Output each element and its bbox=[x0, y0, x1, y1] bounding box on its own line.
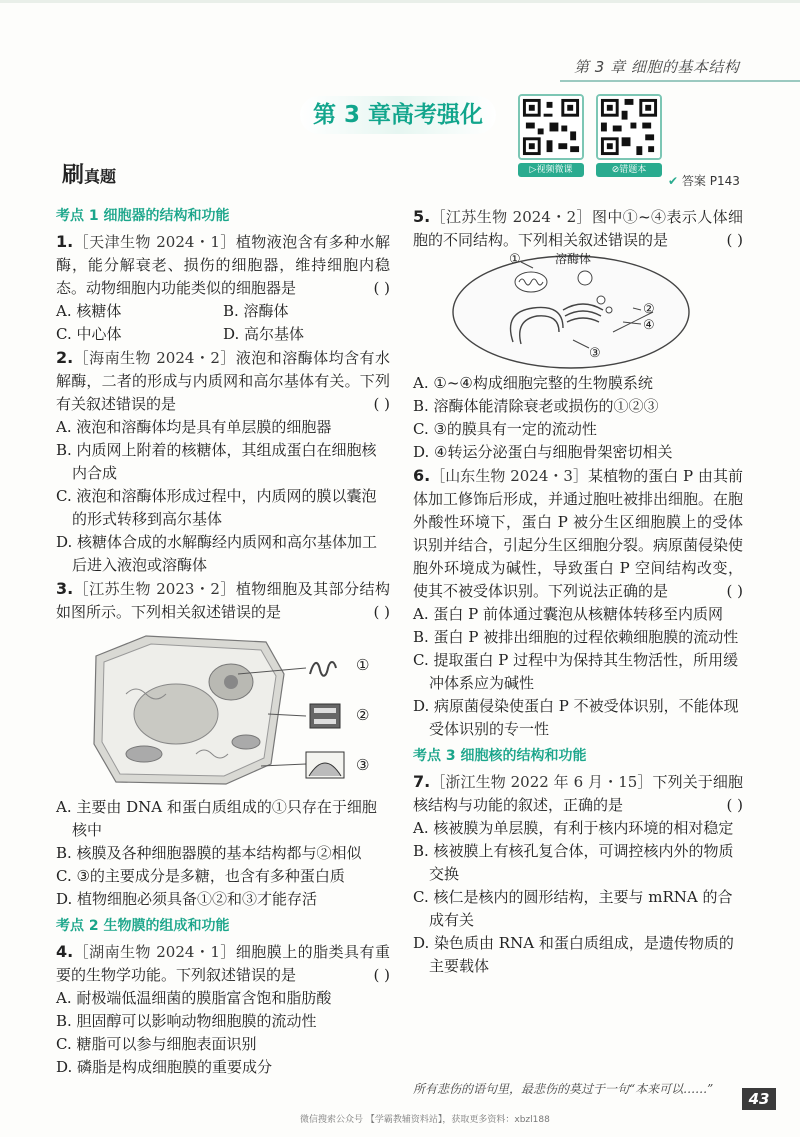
figure-label-lysosome: 溶酶体 bbox=[555, 252, 592, 266]
figure-label-3: ③ bbox=[356, 756, 370, 774]
qr-video-caption: ▷视频微课 bbox=[518, 163, 584, 177]
question-source: ［江苏生物 2024・2］ bbox=[430, 208, 592, 226]
question-stem: 图中①~④表示人体细胞的不同结构。下列相关叙述错误的是 bbox=[413, 208, 743, 249]
figure-label-2: ② bbox=[643, 302, 655, 317]
question-source: ［湖南生物 2024・1］ bbox=[73, 943, 236, 961]
qr-video-block[interactable] bbox=[518, 94, 584, 177]
option-d[interactable]: D. 植物细胞必须具备①②和③才能存活 bbox=[56, 890, 318, 908]
figure-label-1: ① bbox=[509, 252, 521, 267]
option-b[interactable]: B. 溶酶体 bbox=[223, 302, 289, 320]
option-d[interactable]: D. ④转运分泌蛋白与细胞骨架密切相关 bbox=[413, 443, 673, 461]
option-a[interactable]: A. ①~④构成细胞完整的生物膜系统 bbox=[413, 374, 653, 392]
option-b[interactable]: B. 核膜及各种细胞器膜的基本结构都与②相似 bbox=[56, 844, 362, 862]
chapter-title: 第 3 章高考强化 bbox=[300, 96, 496, 134]
right-column bbox=[413, 205, 743, 978]
option-b[interactable]: B. 核被膜上有核孔复合体，可调控核内外的物质交换 bbox=[413, 842, 734, 883]
running-header: 第 3 章 细胞的基本结构 bbox=[574, 58, 740, 76]
option-d[interactable]: D. 磷脂是构成细胞膜的重要成分 bbox=[56, 1058, 273, 1076]
option-d[interactable]: D. 病原菌侵染使蛋白 P 不被受体识别，不能体现受体识别的专一性 bbox=[413, 697, 739, 738]
option-a[interactable]: A. 耐极端低温细菌的膜脂富含饱和脂肪酸 bbox=[56, 989, 332, 1007]
option-d[interactable]: D. 核糖体合成的水解酶经内质网和高尔基体加工后进入液泡或溶酶体 bbox=[56, 533, 378, 574]
option-c[interactable]: C. ③的主要成分是多糖，也含有多种蛋白质 bbox=[56, 867, 345, 885]
question-3 bbox=[56, 577, 390, 911]
question-1 bbox=[56, 230, 390, 346]
page-number: 43 bbox=[742, 1088, 776, 1110]
question-4 bbox=[56, 940, 390, 1079]
question-stem: 植物液泡含有多种水解酶，能分解衰老、损伤的细胞器，维持细胞内稳态。动物细胞内功能类似的细胞器是 bbox=[56, 233, 390, 297]
option-c[interactable]: C. 中心体 bbox=[56, 325, 122, 343]
option-b[interactable]: B. 蛋白 P 被排出细胞的过程依赖细胞膜的流动性 bbox=[413, 628, 739, 646]
qr-mistakes-caption: ⊘错题本 bbox=[596, 163, 662, 177]
option-d[interactable]: D. 染色质由 RNA 和蛋白质组成，是遗传物质的主要载体 bbox=[413, 934, 734, 975]
knowledge-point-3: 考点 3 细胞核的结构和功能 bbox=[413, 748, 587, 764]
footer-quote: 所有悲伤的语句里，最悲伤的莫过于一句“本来可以……” bbox=[413, 1082, 714, 1096]
option-a[interactable]: A. 核糖体 bbox=[56, 302, 122, 320]
option-a[interactable]: A. 主要由 DNA 和蛋白质组成的①只存在于细胞核中 bbox=[56, 798, 377, 839]
knowledge-point-1: 考点 1 细胞器的结构和功能 bbox=[56, 208, 230, 224]
question-source: ［天津生物 2024・1］ bbox=[73, 233, 236, 251]
answer-reference-text: 答案 P143 bbox=[681, 174, 740, 188]
top-strip bbox=[0, 0, 800, 3]
question-stem: 下列关于细胞核结构与功能的叙述，正确的是 bbox=[413, 773, 743, 814]
answer-paren: ( ) bbox=[726, 231, 743, 249]
plant-cell-illustration bbox=[56, 624, 390, 796]
question-5 bbox=[413, 205, 743, 464]
answer-paren: ( ) bbox=[726, 582, 743, 600]
option-c[interactable]: C. 糖脂可以参与细胞表面识别 bbox=[56, 1035, 257, 1053]
options-row bbox=[56, 300, 390, 323]
question-2 bbox=[56, 346, 390, 577]
figure-label-2: ② bbox=[356, 706, 370, 724]
answer-paren: ( ) bbox=[373, 966, 390, 984]
answer-reference bbox=[668, 172, 740, 189]
question-stem: 某植物的蛋白 P 由其前体加工修饰后形成，并通过胞吐被排出细胞。在胞外酸性环境下，蛋白 P 被分生区细胞膜上的受体识别并结合，引起分生区细胞分裂。病原菌侵染使胞外环境成为碱性，导致蛋白 P 空间结构改变，使其不被受体识别。下列说法正确的是 bbox=[413, 467, 744, 600]
question-number: 3. bbox=[56, 579, 74, 598]
answer-paren: ( ) bbox=[373, 279, 390, 297]
option-a[interactable]: A. 液泡和溶酶体均是具有单层膜的细胞器 bbox=[56, 418, 332, 436]
question-stem: 植物细胞及其部分结构如图所示。下列相关叙述错误的是 bbox=[56, 580, 390, 621]
answer-paren: ( ) bbox=[726, 796, 743, 814]
question-number: 2. bbox=[56, 348, 74, 367]
figure-label-1: ① bbox=[356, 656, 370, 674]
header-rule bbox=[560, 80, 800, 82]
wechat-note: 微信搜索公众号 【学霸教辅资料站】，获取更多资料：xbzl188 bbox=[300, 1115, 550, 1125]
figure-label-3: ③ bbox=[589, 346, 601, 361]
qr-mistakes-block[interactable] bbox=[596, 94, 662, 177]
question-stem: 细胞膜上的脂类具有重要的生物学功能。下列叙述错误的是 bbox=[56, 943, 390, 984]
question-number: 7. bbox=[413, 772, 431, 791]
question-source: ［江苏生物 2023・2］ bbox=[73, 580, 236, 598]
options-row bbox=[56, 323, 390, 346]
section-heading-big: 刷 bbox=[62, 163, 85, 188]
qr-code-icon bbox=[596, 94, 662, 160]
check-icon: ✔ bbox=[668, 174, 679, 188]
option-a[interactable]: A. 蛋白 P 前体通过囊泡从核糖体转移至内质网 bbox=[413, 605, 723, 623]
option-c[interactable]: C. 液泡和溶酶体形成过程中，内质网的膜以囊泡的形式转移到高尔基体 bbox=[56, 487, 377, 528]
human-cell-figure bbox=[413, 252, 743, 372]
question-7 bbox=[413, 770, 743, 978]
section-heading-small: 真题 bbox=[84, 167, 117, 186]
option-b[interactable]: B. 溶酶体能清除衰老或损伤的①②③ bbox=[413, 397, 659, 415]
question-number: 1. bbox=[56, 232, 74, 251]
option-c[interactable]: C. 核仁是核内的圆形结构，主要与 mRNA 的合成有关 bbox=[413, 888, 733, 929]
plant-cell-figure bbox=[56, 624, 390, 796]
option-c[interactable]: C. 提取蛋白 P 过程中为保持其生物活性，所用缓冲体系应为碱性 bbox=[413, 651, 739, 692]
answer-paren: ( ) bbox=[373, 603, 390, 621]
option-b[interactable]: B. 胆固醇可以影响动物细胞膜的流动性 bbox=[56, 1012, 317, 1030]
question-source: ［海南生物 2024・2］ bbox=[73, 349, 236, 367]
option-b[interactable]: B. 内质网上附着的核糖体，其组成蛋白在细胞核内合成 bbox=[56, 441, 377, 482]
question-number: 4. bbox=[56, 942, 74, 961]
answer-paren: ( ) bbox=[373, 395, 390, 413]
question-number: 5. bbox=[413, 207, 431, 226]
question-stem: 液泡和溶酶体均含有水解酶，二者的形成与内质网和高尔基体有关。下列有关叙述错误的是 bbox=[56, 349, 390, 413]
question-source: ［山东生物 2024・3］ bbox=[430, 467, 589, 485]
option-c[interactable]: C. ③的膜具有一定的流动性 bbox=[413, 420, 597, 438]
knowledge-point-2: 考点 2 生物膜的组成和功能 bbox=[56, 918, 230, 934]
question-6 bbox=[413, 464, 743, 741]
qr-code-icon bbox=[518, 94, 584, 160]
option-d[interactable]: D. 高尔基体 bbox=[223, 325, 305, 343]
figure-label-4: ④ bbox=[643, 318, 655, 333]
section-heading bbox=[62, 158, 116, 189]
question-number: 6. bbox=[413, 466, 431, 485]
option-a[interactable]: A. 核被膜为单层膜，有利于核内环境的相对稳定 bbox=[413, 819, 734, 837]
question-source: ［浙江生物 2022 年 6 月・15］ bbox=[430, 773, 653, 791]
left-column bbox=[56, 205, 390, 1079]
